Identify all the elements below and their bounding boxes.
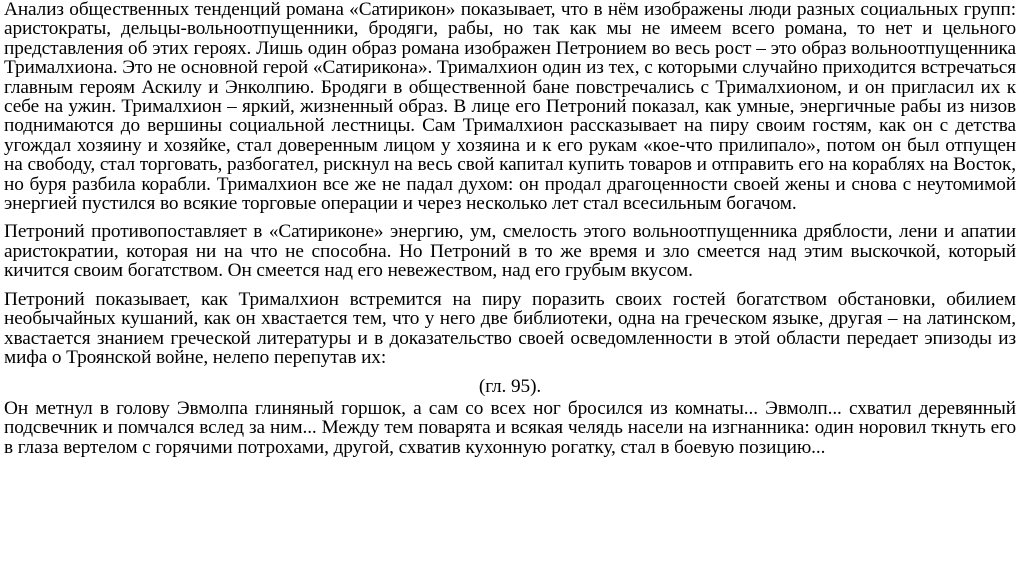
paragraph-2: Петроний противопоставляет в «Сатириконе» энергию, ум, смелость этого вольноотпущенника дряблости, лени и апатии аристократии, которая ни на что не способна. Но Петроний в то же время и зло смеется над этим выскочкой, который кичится своим богатством. Он смеется над его невежеством, над его грубым вкусом. — [4, 221, 1016, 282]
quote-paragraph: Он метнул в голову Эвмолпа глиняный горшок, а сам со всех ног бросился из комнаты... Эвмолп... схватил деревянный подсвечник и помчался вслед за ним... Между тем поварята и всякая челядь насели на изгнанника: один норовил ткнуть его в глаза вертелом с горячими потрохами, другой, схватив кухонную рогатку, стал в боевую позицию... — [4, 397, 1016, 458]
paragraph-1: Анализ общественных тенденций романа «Сатирикон» показывает, что в нём изображены люди разных социальных групп: аристократы, дельцы-вольноотпущенники, бродяги, рабы, но так как мы не имеем всего романа, то нет и цельного представления об этих героях. Лишь один образ романа изображен Петронием во весь рост – это образ вольноотпущенника Трималхиона. Это не основной герой «Сатирикона». Трималхион один из тех, с которыми случайно приходится встречаться главным героям Аскилу и Энколпию. Бродяги в общественной бане повстречались с Трималхионом, и он пригласил их к себе на ужин. Трималхион – яркий, жизненный образ. В лице его Петроний показал, как умные, энергичные рабы из низов поднимаются до вершины социальной лестницы. Сам Трималхион рассказывает на пиру своим гостям, как он с детства угождал хозяину и хозяйке, стал доверенным лицом у хозяина и к его рукам «кое-что прилипало», потом он был отпущен на свободу, стал торговать, разбогател, рискнул на весь свой капитал купить товаров и отправить его на кораблях на Восток, но буря разбила корабли. Трималхион все же не падал духом: он продал драгоценности своей жены и снова с неутомимой энергией пустился во всякие торговые операции и через несколько лет стал всесильным богачом. — [4, 0, 1016, 215]
paragraph-3: Петроний показывает, как Трималхион встремится на пиру поразить своих гостей богатством обстановки, обилием необычайных кушаний, как он хвастается тем, что у него две библиотеки, одна на греческом языке, другая – на латинском, хвастается знанием греческой литературы и в доказательство своей осведомленности в этой области передает эпизоды из мифа о Троянской войне, нелепо перепутав их: — [4, 288, 1016, 368]
citation: (гл. 95). — [478, 376, 542, 398]
